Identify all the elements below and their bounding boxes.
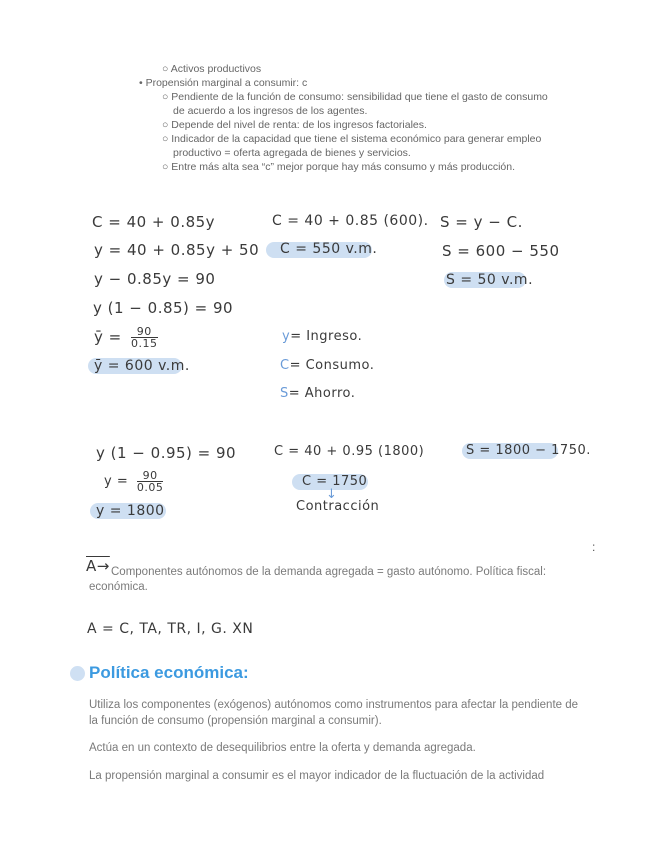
autonomous-components-text-2: económica. xyxy=(89,581,148,593)
bullet-item: ○ Indicador de la capacidad que tiene el sistema económico para generar empleo xyxy=(162,133,542,145)
eq-step-2: y (1 − 0.85) = 90 xyxy=(93,299,234,317)
autonomous-components-text: Componentes autónomos de la demanda agregada = gasto autónomo. Política fiscal: xyxy=(111,566,547,578)
fraction-90-015: $\frac{90}{0.15}$ xyxy=(131,325,158,350)
eq2-saving: S = 1800 − 1750. xyxy=(466,443,591,458)
heading-bullet-icon xyxy=(70,666,85,681)
paragraph-3: La propensión marginal a consumir es el mayor indicador de la fluctuación de la actividad xyxy=(89,770,545,782)
legend-ingreso: y= Ingreso. xyxy=(282,329,363,344)
legend-ahorro: S= Ahorro. xyxy=(280,386,356,401)
eq-step-1: y − 0.85y = 90 xyxy=(94,270,216,288)
eq2-result-y-1800: y = 1800 xyxy=(96,503,165,519)
eq-equilibrium: y = 40 + 0.85y + 50 xyxy=(94,241,260,259)
fraction-90-005: $\frac{90}{0.05}$ xyxy=(136,469,164,494)
eq-c-result: C = 550 v.m. xyxy=(280,241,378,257)
paragraph-1: Utiliza los componentes (exógenos) autónomos como instrumentos para afectar la pendiente de la función de consumo (propensión marginal a consumir). xyxy=(89,699,579,727)
bullet-item: • Propensión marginal a consumir: c xyxy=(139,77,308,89)
section-title: Política económica: xyxy=(89,663,249,682)
eq-consumption-function: C = 40 + 0.85y xyxy=(92,213,216,231)
autonomous-formula: A = C, TA, TR, I, G. XN xyxy=(87,621,254,637)
eq-saving-substitute: S = 600 − 550 xyxy=(442,242,560,260)
eq-saving-def: S = y − C. xyxy=(440,213,523,231)
a-bar-symbol: A→ xyxy=(86,557,110,575)
eq-saving-result: S = 50 v.m. xyxy=(446,272,534,288)
bullet-item: ○ Depende del nivel de renta: de los ingresos factoriales. xyxy=(162,119,427,131)
contraccion-label: Contracción xyxy=(296,499,380,514)
eq2-c-substitute: C = 40 + 0.95 (1800) xyxy=(274,444,425,459)
bullet-item: ○ Entre más alta sea “c” mejor porque hay más consumo y más producción. xyxy=(162,161,515,173)
bullet-item: ○ Activos productivos xyxy=(162,63,262,75)
eq-result-y-600: ȳ = 600 v.m. xyxy=(94,358,190,374)
eq2-step-1: y (1 − 0.95) = 90 xyxy=(96,444,237,462)
bullet-item-continuation: de acuerdo a los ingresos de los agentes. xyxy=(173,105,368,117)
eq2-c-result: C = 1750 xyxy=(302,474,368,489)
bullet-item: ○ Pendiente de la función de consumo: sensibilidad que tiene el gasto de consumo xyxy=(162,91,548,103)
eq2-step-2: y = $\frac{90}{0.05}$ xyxy=(104,469,164,494)
bullet-item-continuation: productivo = oferta agregada de bienes y servicios. xyxy=(173,147,411,159)
side-mark: : xyxy=(592,540,596,554)
legend-consumo: C= Consumo. xyxy=(280,358,375,373)
eq-step-3: ȳ = $\frac{90}{0.15}$ xyxy=(94,325,158,350)
eq-c-substitute: C = 40 + 0.85 (600). xyxy=(272,213,429,229)
arrow-down-icon: ↓ xyxy=(326,487,338,502)
paragraph-2: Actúa en un contexto de desequilibrios entre la oferta y demanda agregada. xyxy=(89,742,476,754)
